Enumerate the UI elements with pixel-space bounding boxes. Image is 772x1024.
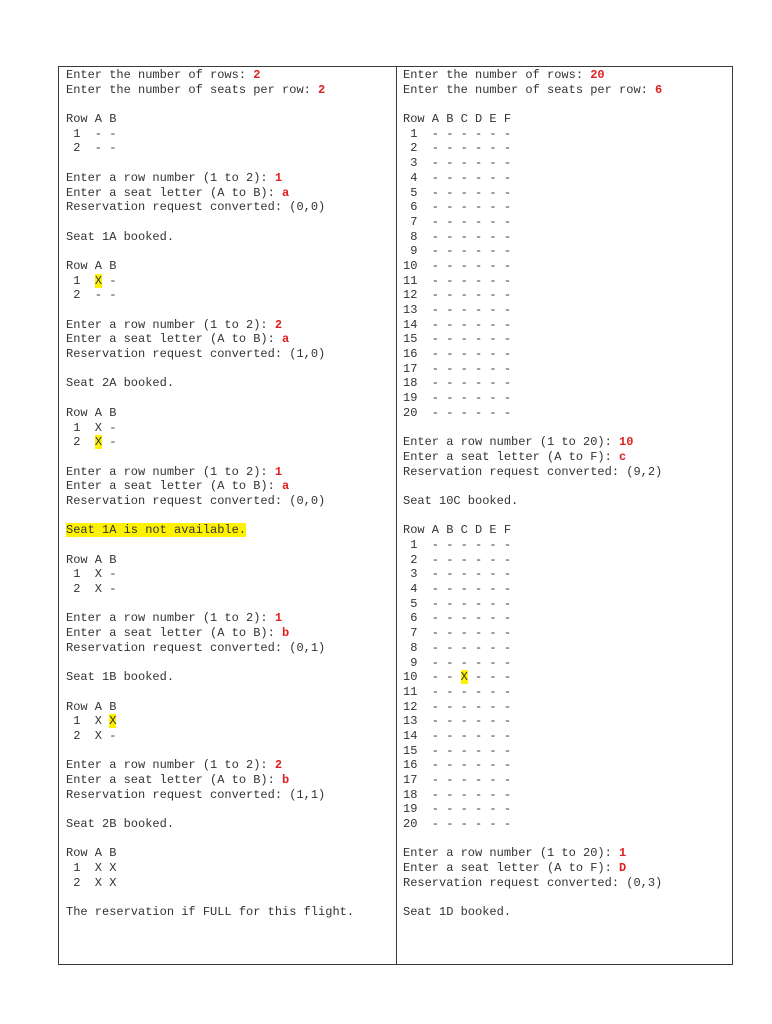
console-text: Seat 2B booked.: [66, 817, 175, 832]
console-text: Seat 1B booked.: [66, 670, 175, 685]
console-text: 1 X X: [66, 861, 117, 876]
console-line: [66, 714, 354, 729]
console-line: [66, 538, 354, 553]
console-text: 18 - - - - - -: [403, 787, 512, 802]
console-line: [66, 846, 354, 861]
console-line: [403, 891, 662, 906]
console-line: [66, 259, 354, 274]
console-text: 14 - - - - - -: [403, 317, 512, 332]
console-line: [403, 215, 662, 230]
console-line: [66, 97, 354, 112]
highlighted-text: X: [94, 435, 103, 450]
console-line: [66, 347, 354, 362]
console-text: Enter a seat letter (A to B):: [66, 185, 283, 200]
console-line: [403, 538, 662, 553]
user-input: c: [619, 449, 627, 464]
console-line: [66, 68, 354, 83]
console-text: 7 - - - - - -: [403, 626, 512, 641]
console-line: [66, 729, 354, 744]
user-input: 2: [318, 82, 326, 97]
console-line: [403, 744, 662, 759]
console-line: [66, 597, 354, 612]
console-text: 20 - - - - - -: [403, 405, 512, 420]
console-line: [403, 186, 662, 201]
console-line: [66, 332, 354, 347]
console-text: Enter a seat letter (A to B):: [66, 626, 283, 641]
console-text: 2 X -: [66, 728, 117, 743]
console-text: Enter a seat letter (A to B):: [66, 479, 283, 494]
console-line: [66, 215, 354, 230]
console-text: 7 - - - - - -: [403, 214, 512, 229]
console-line: [403, 347, 662, 362]
console-text: 2 - - - - - -: [403, 141, 512, 156]
console-line: [403, 112, 662, 127]
console-line: [403, 567, 662, 582]
console-text: Row A B: [66, 405, 117, 420]
console-text: 12 - - - - - -: [403, 288, 512, 303]
console-text: Enter the number of seats per row:: [403, 82, 656, 97]
console-line: [403, 832, 662, 847]
console-text: - - -: [467, 670, 512, 685]
console-line: [403, 376, 662, 391]
console-text: Reservation request converted: (0,3): [403, 875, 663, 890]
console-text: Enter the number of rows:: [403, 68, 591, 82]
console-line: [66, 376, 354, 391]
column-divider: [396, 67, 397, 964]
console-line: [66, 450, 354, 465]
console-text: 2: [66, 435, 95, 450]
console-text: Reservation request converted: (1,1): [66, 787, 326, 802]
console-text: 2 - - - - - -: [403, 552, 512, 567]
console-line: [66, 788, 354, 803]
user-input: 1: [274, 611, 283, 626]
console-line: [403, 758, 662, 773]
console-line: [66, 641, 354, 656]
console-text: Enter a seat letter (A to B):: [66, 773, 283, 787]
console-text: Enter a row number (1 to 2):: [66, 611, 275, 626]
console-line: [403, 97, 662, 112]
console-text: 19 - - - - - -: [403, 391, 512, 406]
console-text: 5 - - - - - -: [403, 596, 512, 611]
console-text: Reservation request converted: (0,1): [66, 640, 326, 655]
console-text: 1: [66, 273, 95, 288]
console-text: Seat 2A booked.: [66, 376, 175, 391]
console-line: [66, 582, 354, 597]
console-text: -: [102, 435, 117, 450]
console-line: [66, 773, 354, 788]
console-line: [403, 729, 662, 744]
console-text: 3 - - - - - -: [403, 567, 512, 582]
user-input: D: [619, 861, 627, 876]
console-line: [403, 700, 662, 715]
console-line: [66, 509, 354, 524]
console-line: [403, 421, 662, 436]
console-line: [66, 465, 354, 480]
console-line: [403, 200, 662, 215]
console-line: [66, 611, 354, 626]
console-line: [403, 656, 662, 671]
console-line: [403, 230, 662, 245]
console-text: 9 - - - - - -: [403, 244, 512, 259]
console-text: Row A B: [66, 112, 117, 127]
console-line: [403, 876, 662, 891]
console-line: [403, 406, 662, 421]
console-text: 10 - -: [403, 670, 461, 685]
console-line: [66, 186, 354, 201]
console-text: Row A B: [66, 258, 117, 273]
highlighted-text: Seat 1A is not available.: [66, 523, 247, 538]
console-line: [403, 582, 662, 597]
console-text: Enter a seat letter (A to B):: [66, 332, 283, 347]
console-line: [403, 802, 662, 817]
console-text: Enter a row number (1 to 2):: [66, 317, 275, 332]
user-input: b: [282, 626, 290, 641]
console-line: [403, 626, 662, 641]
user-input: 2: [274, 317, 283, 332]
user-input: 1: [274, 170, 283, 185]
user-input: 10: [619, 435, 634, 450]
console-line: [66, 700, 354, 715]
console-text: 1 X -: [66, 567, 117, 582]
console-line: [403, 332, 662, 347]
console-line: [66, 744, 354, 759]
console-text: 16 - - - - - -: [403, 347, 512, 362]
console-text: 13 - - - - - -: [403, 303, 512, 317]
user-input: 1: [619, 846, 627, 861]
console-line: [66, 318, 354, 333]
user-input: 1: [274, 464, 283, 479]
console-line: [403, 553, 662, 568]
console-text: Enter a seat letter (A to F):: [403, 861, 620, 876]
console-line: [403, 450, 662, 465]
console-text: Enter the number of seats per row:: [66, 82, 319, 97]
console-text: -: [102, 273, 117, 288]
console-line: [403, 156, 662, 171]
console-line: [403, 523, 662, 538]
console-line: [66, 802, 354, 817]
console-text: Row A B: [66, 846, 117, 861]
console-line: [66, 523, 354, 538]
console-text: 6 - - - - - -: [403, 611, 512, 626]
console-text: Reservation request converted: (0,0): [66, 200, 326, 215]
console-text: Reservation request converted: (9,2): [403, 464, 663, 479]
console-line: [66, 876, 354, 891]
console-line: [403, 127, 662, 142]
console-line: [403, 685, 662, 700]
console-line: [403, 171, 662, 186]
console-text: 4 - - - - - -: [403, 582, 512, 597]
console-line: [66, 479, 354, 494]
console-line: [403, 288, 662, 303]
console-line: [403, 318, 662, 333]
console-text: Enter a row number (1 to 2):: [66, 170, 275, 185]
console-line: [403, 83, 662, 98]
console-line: [66, 832, 354, 847]
console-text: 17 - - - - - -: [403, 773, 512, 787]
console-text: 15 - - - - - -: [403, 743, 512, 758]
console-line: [403, 259, 662, 274]
console-text: 2 X -: [66, 582, 117, 597]
console-line: [66, 141, 354, 156]
console-line: [403, 362, 662, 377]
console-text: 11 - - - - - -: [403, 273, 512, 288]
console-line: [66, 567, 354, 582]
console-text: Row A B C D E F: [403, 523, 512, 538]
console-line: [403, 905, 662, 920]
console-text: 8 - - - - - -: [403, 229, 512, 244]
console-text: Enter a seat letter (A to F):: [403, 449, 620, 464]
console-text: 2 - -: [66, 288, 117, 303]
console-line: [66, 406, 354, 421]
left-console-output: [66, 68, 354, 920]
console-text: Row A B: [66, 552, 117, 567]
console-line: [66, 905, 354, 920]
console-text: 3 - - - - - -: [403, 156, 512, 171]
user-input: 2: [253, 68, 261, 82]
console-line: [66, 288, 354, 303]
console-text: Enter a row number (1 to 2):: [66, 758, 275, 773]
output-comparison-table: [58, 66, 733, 965]
console-line: [403, 465, 662, 480]
console-line: [66, 391, 354, 406]
user-input: 20: [590, 68, 605, 82]
console-text: Seat 1A booked.: [66, 229, 175, 244]
console-text: Enter a row number (1 to 2):: [66, 464, 275, 479]
console-text: 12 - - - - - -: [403, 699, 512, 714]
console-line: [403, 773, 662, 788]
console-text: Enter a row number (1 to 20):: [403, 846, 620, 861]
console-line: [66, 244, 354, 259]
console-text: 2 - -: [66, 141, 117, 156]
console-line: [403, 846, 662, 861]
console-text: 16 - - - - - -: [403, 758, 512, 773]
console-line: [403, 435, 662, 450]
console-line: [403, 274, 662, 289]
console-text: 4 - - - - - -: [403, 170, 512, 185]
console-text: Seat 1D booked.: [403, 905, 512, 920]
console-text: 14 - - - - - -: [403, 728, 512, 743]
user-input: 6: [655, 82, 663, 97]
console-text: Enter a row number (1 to 20):: [403, 435, 620, 450]
console-text: 10 - - - - - -: [403, 258, 512, 273]
console-line: [66, 758, 354, 773]
right-console-output: [403, 68, 662, 920]
console-line: [66, 891, 354, 906]
console-text: 17 - - - - - -: [403, 361, 512, 376]
console-line: [66, 435, 354, 450]
console-line: [403, 788, 662, 803]
console-line: [403, 494, 662, 509]
highlighted-text: X: [94, 273, 103, 288]
console-line: [66, 171, 354, 186]
console-text: 13 - - - - - -: [403, 714, 512, 729]
console-text: Seat 10C booked.: [403, 493, 519, 508]
console-line: [66, 817, 354, 832]
console-line: [66, 362, 354, 377]
console-text: Reservation request converted: (1,0): [66, 347, 326, 362]
console-text: 2 X X: [66, 875, 117, 890]
console-line: [66, 670, 354, 685]
user-input: a: [282, 185, 290, 200]
console-line: [66, 656, 354, 671]
console-text: The reservation if FULL for this flight.: [66, 905, 355, 920]
console-line: [403, 670, 662, 685]
console-text: 1 X -: [66, 420, 117, 435]
user-input: a: [282, 332, 290, 347]
console-text: Row A B C D E F: [403, 112, 512, 127]
console-line: [66, 553, 354, 568]
console-text: Reservation request converted: (0,0): [66, 493, 326, 508]
console-line: [66, 685, 354, 700]
console-line: [403, 479, 662, 494]
console-line: [66, 274, 354, 289]
console-text: 5 - - - - - -: [403, 185, 512, 200]
highlighted-text: X: [109, 714, 117, 729]
console-text: 20 - - - - - -: [403, 817, 512, 832]
console-line: [66, 626, 354, 641]
console-line: [403, 303, 662, 318]
console-text: 9 - - - - - -: [403, 655, 512, 670]
console-text: 8 - - - - - -: [403, 640, 512, 655]
console-text: Row A B: [66, 699, 117, 714]
console-text: 18 - - - - - -: [403, 376, 512, 391]
console-line: [403, 391, 662, 406]
console-text: 1 - - - - - -: [403, 538, 512, 552]
console-line: [66, 494, 354, 509]
console-line: [403, 68, 662, 83]
console-text: 6 - - - - - -: [403, 200, 512, 215]
console-text: Enter the number of rows:: [66, 68, 254, 82]
user-input: 2: [274, 758, 283, 773]
console-line: [66, 230, 354, 245]
console-line: [66, 421, 354, 436]
console-line: [403, 141, 662, 156]
console-line: [66, 303, 354, 318]
console-text: 15 - - - - - -: [403, 332, 512, 347]
console-line: [403, 611, 662, 626]
console-line: [66, 112, 354, 127]
console-text: 19 - - - - - -: [403, 802, 512, 817]
console-text: 1 - -: [66, 126, 117, 141]
console-line: [403, 861, 662, 876]
user-input: a: [282, 479, 290, 494]
console-line: [403, 597, 662, 612]
console-line: [66, 200, 354, 215]
user-input: b: [282, 773, 290, 787]
highlighted-text: X: [460, 670, 468, 685]
console-line: [403, 641, 662, 656]
console-line: [66, 156, 354, 171]
console-text: 1 - - - - - -: [403, 126, 512, 141]
console-line: [403, 509, 662, 524]
console-line: [66, 127, 354, 142]
console-line: [66, 83, 354, 98]
console-line: [403, 244, 662, 259]
console-line: [66, 861, 354, 876]
console-text: 1 X: [66, 714, 110, 729]
console-line: [403, 817, 662, 832]
console-line: [403, 714, 662, 729]
console-text: 11 - - - - - -: [403, 684, 512, 699]
